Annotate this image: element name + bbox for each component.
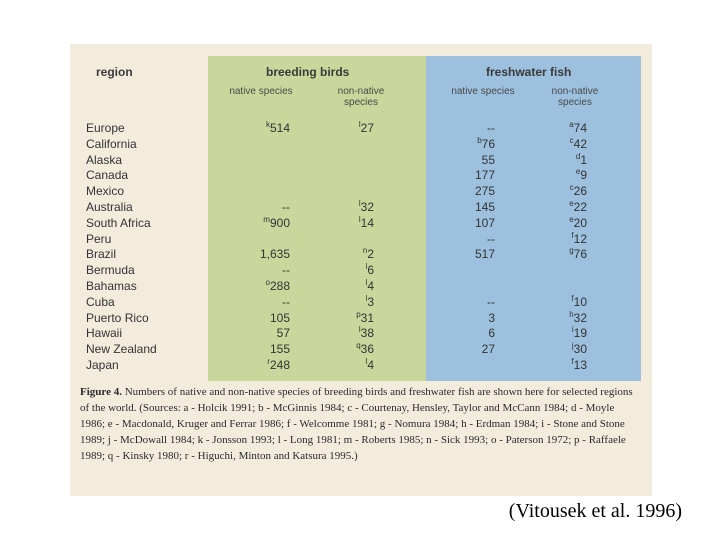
table-cell: 107 (474, 215, 495, 230)
source-superscript: l (365, 357, 368, 366)
table-cell: $^f$13 (571, 357, 587, 372)
citation: (Vitousek et al. 1996) (508, 500, 682, 522)
table-cell: $^m$900 (263, 214, 290, 230)
source-superscript: r (267, 357, 270, 366)
figure-caption (80, 384, 640, 464)
table-cell: $^d$1 (575, 151, 587, 167)
source-superscript: d (575, 151, 581, 161)
fish-nonnative-subheader: non-native species (551, 86, 599, 108)
table-cell: -- (487, 294, 495, 309)
table-cell: $^e$22 (569, 199, 587, 214)
source-superscript: o (265, 278, 270, 287)
source-superscript: f (571, 230, 574, 240)
freshwater-fish-header: freshwater fish (486, 65, 572, 79)
source-superscript: l (358, 199, 361, 208)
region-name: New Zealand (86, 342, 157, 357)
source-superscript: q (356, 341, 361, 351)
region-name: Australia (86, 200, 133, 214)
table-cell: $^e$9 (575, 167, 587, 183)
source-superscript: e (569, 199, 574, 208)
table-cell: 145 (474, 200, 495, 214)
table-cell: 155 (269, 342, 290, 357)
table-cell: -- (487, 231, 495, 246)
table-cell: $^c$42 (569, 135, 587, 151)
table-cell: $^o$288 (265, 278, 290, 293)
birds-nonnative-subheader: non-native species (337, 86, 385, 108)
table-cell: $^l$14 (358, 214, 374, 230)
region-name: Japan (86, 358, 119, 372)
table-cell: 517 (474, 247, 495, 262)
birds-native-subheader: native species (229, 86, 293, 97)
source-superscript: e (575, 167, 581, 177)
region-name: Hawaii (86, 326, 123, 341)
table-cell: $^l$4 (365, 278, 374, 293)
source-superscript: e (569, 214, 574, 224)
breeding-birds-header: breeding birds (266, 65, 350, 79)
caption-label: Figure 4. (80, 386, 122, 398)
region-name: Bermuda (86, 263, 135, 278)
table-cell: 6 (488, 326, 495, 341)
source-superscript: n (362, 246, 368, 256)
table-cell: $^r$248 (267, 357, 290, 372)
table-cell: -- (487, 121, 495, 135)
table-cell: -- (282, 263, 290, 278)
table-cell: -- (282, 294, 290, 309)
table-cell: $^g$76 (569, 246, 587, 262)
table-cell: 1,635 (259, 247, 290, 262)
region-name: Peru (86, 231, 112, 246)
source-superscript: f (571, 357, 574, 366)
table-cell: $^l$6 (365, 262, 374, 278)
source-superscript: c (569, 135, 574, 145)
table-cell: 105 (269, 310, 290, 325)
region-name: Alaska (86, 152, 123, 167)
table-cell: $^l$27 (358, 120, 374, 135)
table-cell: 27 (481, 342, 495, 357)
table-cell: $^q$36 (356, 341, 374, 357)
table-cell: $^e$20 (569, 214, 587, 230)
table-cell: $^h$32 (569, 309, 587, 325)
source-superscript: l (365, 293, 368, 303)
source-superscript: j (571, 341, 574, 351)
table-cell: $^c$26 (569, 183, 587, 199)
source-superscript: p (356, 309, 361, 319)
source-superscript: b (477, 135, 482, 145)
source-superscript: c (569, 183, 574, 193)
source-superscript: h (569, 309, 574, 319)
caption-text: Numbers of native and non-native species of breeding birds and freshwater fish are shown here for selected regions of the world. (Sources: a - Holcik 1991; b - McGinnis 1984; c - Courtenay, Hensley, Taylor and McCann 1984; d - Moyle 1986; e - Macdonald, Kruger and Ferrar 1986; f - Welcomme 1981; g - Nomura 1984; h - Erdman 1984; i - Stone and Stone 1989; j - McDowall 1984; k - Jonsson 1993; l - Long 1981; m - Roberts 1985; n - Sick 1993; o - Paterson 1972; p - Raffaele 1989; q - Kinsky 1980; r - Higuchi, Minton and Katsura 1995.) (80, 386, 633, 462)
table-cell: $^p$31 (356, 309, 374, 325)
fish-native-subheader: native species (451, 86, 515, 97)
region-header: region (96, 65, 133, 79)
source-superscript: a (569, 120, 574, 129)
region-name: Cuba (86, 294, 115, 309)
source-superscript: f (571, 293, 574, 303)
region-name: South Africa (86, 215, 151, 230)
table-cell: $^b$76 (477, 135, 495, 151)
table-cell: 57 (276, 326, 290, 341)
region-name: Bahamas (86, 279, 137, 293)
table-cell: $^l$3 (365, 293, 374, 309)
source-superscript: i (571, 325, 574, 335)
source-superscript: m (263, 214, 270, 224)
table-cell: $^a$74 (569, 120, 587, 135)
table-cell: 275 (474, 184, 495, 199)
table-cell: $^f$12 (571, 230, 587, 246)
source-superscript: k (265, 120, 270, 129)
table-cell: $^l$4 (365, 357, 374, 372)
region-name: Canada (86, 168, 129, 183)
table-cell: 3 (488, 310, 495, 325)
source-superscript: l (358, 120, 361, 129)
table-cell: $^j$30 (571, 341, 587, 357)
table-cell: $^n$2 (362, 246, 374, 262)
source-superscript: l (358, 325, 361, 335)
table-cell: 55 (481, 152, 495, 167)
table-cell: $^f$10 (571, 293, 587, 309)
table-cell: 177 (474, 168, 495, 183)
table-cell: $^l$32 (358, 199, 374, 214)
region-name: Mexico (86, 184, 125, 199)
region-name: Brazil (86, 247, 117, 262)
region-name: California (86, 136, 137, 151)
region-name: Puerto Rico (86, 310, 149, 325)
source-superscript: l (358, 214, 361, 224)
source-superscript: l (365, 262, 368, 272)
table-cell: $^k$514 (265, 120, 290, 135)
table-cell: $^i$19 (571, 325, 587, 341)
table-cell: $^l$38 (358, 325, 374, 341)
region-name: Europe (86, 121, 125, 135)
source-superscript: g (569, 246, 574, 256)
table-cell: -- (282, 200, 290, 214)
source-superscript: l (365, 278, 368, 287)
